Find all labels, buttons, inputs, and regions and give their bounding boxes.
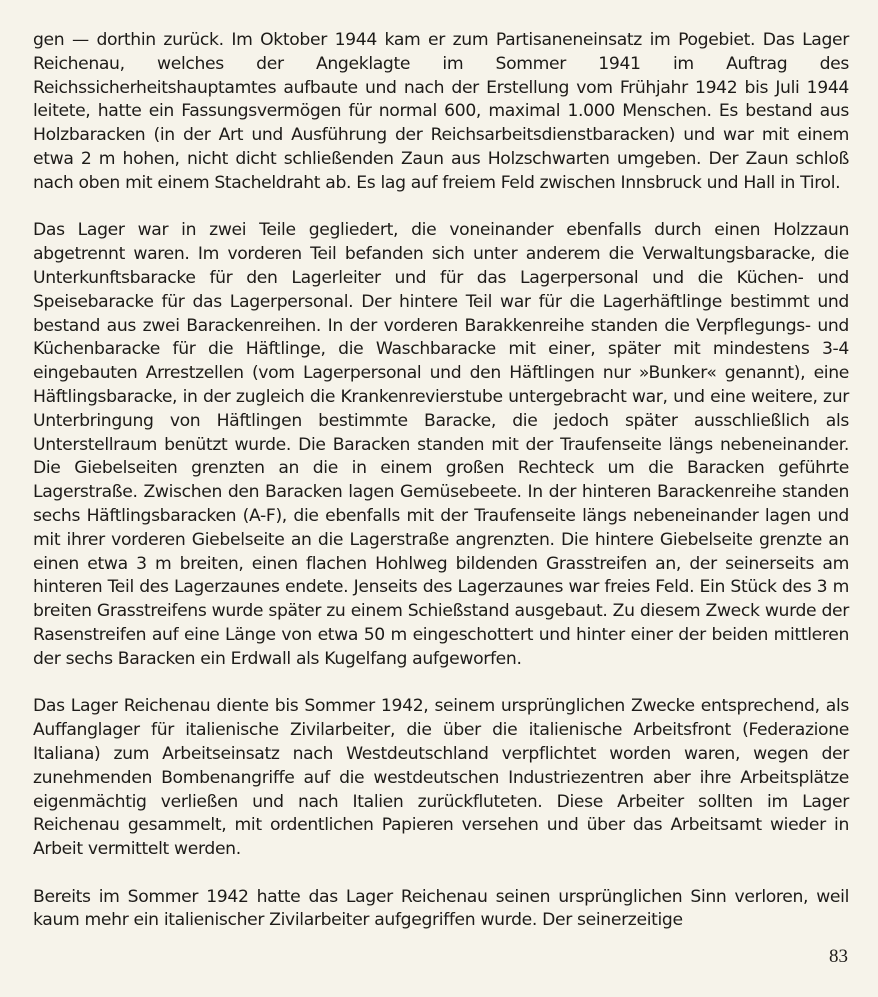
page-number: 83: [829, 946, 848, 967]
body-text: [33, 29, 849, 933]
paragraph-4: Bereits im Sommer 1942 hatte das Lager Reichenau seinen ursprünglichen Sinn verloren, weil kaum mehr ein italienischer Zivilarbeiter aufgegriffen wurde. Der seinerzeitige: [33, 886, 849, 931]
paragraph-3: Das Lager Reichenau diente bis Sommer 1942, seinem ursprünglichen Zwecke entsprechend, als Auffanglager für italienische Zivilarbeiter, die über die italienische Arbeitsfront (Federazione Italiana) zum Arbeitseinsatz nach Westdeutschland verpflichtet worden waren, wegen der zunehmenden Bombenangriffe auf die westdeutschen Industriezentren aber ihre Arbeitsplätze eigenmächtig verließen und nach Italien zurückfluteten. Diese Arbeiter sollten im Lager Reichenau gesammelt, mit ordentlichen Papieren versehen und über das Arbeitsamt wieder in Arbeit vermittelt werden.: [33, 696, 849, 860]
paragraph-2: Das Lager war in zwei Teile gegliedert, die voneinander ebenfalls durch einen Holzzaun abgetrennt waren. Im vorderen Teil befanden sich unter anderem die Verwaltungsbaracke, die Unterkunftsbaracke für den Lagerleiter und für das Lagerpersonal und die Küchen- und Speisebaracke für das Lagerpersonal. Der hintere Teil war für die Lagerhäftlinge bestimmt und bestand aus zwei Barackenreihen. In der vorderen Barakkenreihe standen die Verpflegungs- und Küchenbaracke für die Häftlinge, die Waschbaracke mit einer, später mit mindestens 3-4 eingebauten Arrestzellen (vom Lagerpersonal und den Häftlingen nur »Bunker« genannt), eine Häftlingsbaracke, in der zugleich die Krankenrevierstube untergebracht war, und eine weitere, zur Unterbringung von Häftlingen bestimmte Baracke, die jedoch später ausschließlich als Unterstellraum benützt wurde. Die Baracken standen mit der Traufenseite längs nebeneinander. Die Giebelseiten grenzten an die in einem großen Rechteck um die Baracken geführte Lagerstraße. Zwischen den Baracken lagen Gemüsebeete. In der hinteren Barackenreihe standen sechs Häftlingsbaracken (A-F), die ebenfalls mit der Traufenseite längs nebeneinander lagen und mit ihrer vorderen Giebelseite an die Lagerstraße angrenzten. Die hintere Giebelseite grenzte an einen etwa 3 m breiten, einen flachen Hohlweg bildenden Grasstreifen an, der seinerseits am hinteren Teil des Lagerzaunes endete. Jenseits des Lagerzaunes war freies Feld. Ein Stück des 3 m breiten Grasstreifens wurde später zu einem Schießstand ausgebaut. Zu diesem Zweck wurde der Rasenstreifen auf eine Länge von etwa 50 m eingeschottert und hinter einer der beiden mittleren der sechs Baracken ein Erdwall als Kugelfang aufgeworfen.: [33, 220, 849, 669]
paragraph-1: gen — dorthin zurück. Im Oktober 1944 kam er zum Partisaneneinsatz im Pogebiet. Das Lager Reichenau, welches der Angeklagte im Sommer 1941 im Auftrag des Reichssicherheitshauptamtes aufbaute und nach der Erstellung vom Frühjahr 1942 bis Juli 1944 leitete, hatte ein Fassungsvermögen für normal 600, maximal 1.000 Menschen. Es bestand aus Holzbaracken (in der Art und Ausführung der Reichsarbeitsdienstbaracken) und war mit einem etwa 2 m hohen, nicht dicht schließenden Zaun aus Holzschwarten umgeben. Der Zaun schloß nach oben mit einem Stacheldraht ab. Es lag auf freiem Feld zwischen Innsbruck und Hall in Tirol.: [33, 30, 849, 193]
